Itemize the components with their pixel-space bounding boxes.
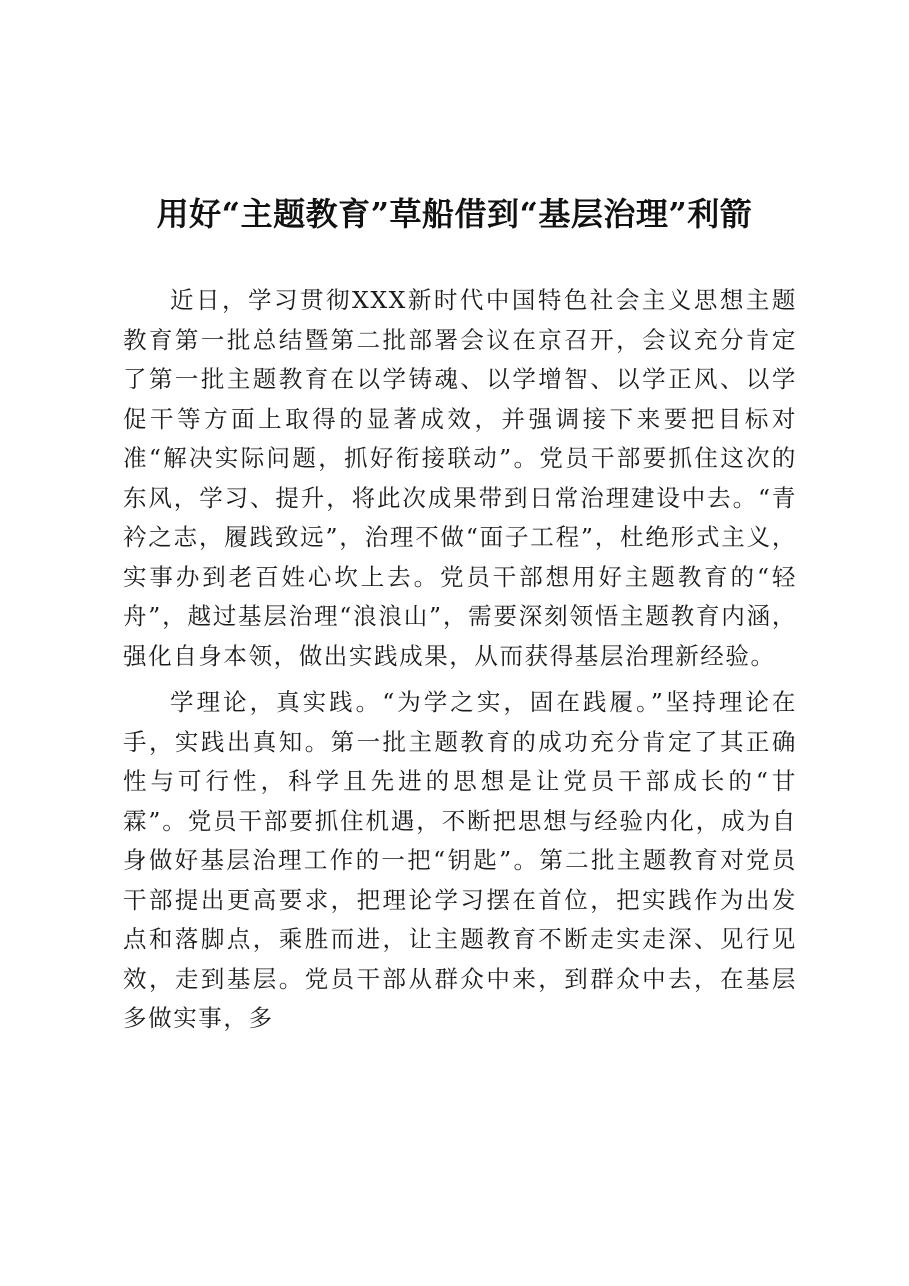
paragraph-2: 学理论，真实践。“为学之实，固在践履。”坚持理论在手，实践出真知。第一批主题教育的成功充分肯定了其正确性与可行性，科学且先进的思想是让党员干部成长的“甘霖”。党员干部要抓住机遇，不断把思想与经验内化，成为自身做好基层治理工作的一把“钥匙”。第二批主题教育对党员干部提出更高要求，把理论学习摆在首位，把实践作为出发点和落脚点，乘胜而进，让主题教育不断走实走深、见行见效，走到基层。党员干部从群众中来，到群众中去，在基层多做实事，多 <box>123 688 797 1032</box>
document-title: 用好“主题教育”草船借到“基层治理”利箭 <box>156 195 753 233</box>
paragraph-1: 近日，学习贯彻XXX新时代中国特色社会主义思想主题教育第一批总结暨第二批部署会议在京召开，会议充分肯定了第一批主题教育在以学铸魂、以学增智、以学正风、以学促干等方面上取得的显著成效，并强调接下来要把目标对准“解决实际问题，抓好衔接联动”。党员干部要抓住这次的东风，学习、提升，将此次成果带到日常治理建设中去。“青衿之志，履践致远”，治理不做“面子工程”，杜绝形式主义，实事办到老百姓心坎上去。党员干部想用好主题教育的“轻舟”，越过基层治理“浪浪山”，需要深刻领悟主题教育内涵，强化自身本领，做出实践成果，从而获得基层治理新经验。 <box>123 286 797 670</box>
document-body <box>123 281 797 1039</box>
